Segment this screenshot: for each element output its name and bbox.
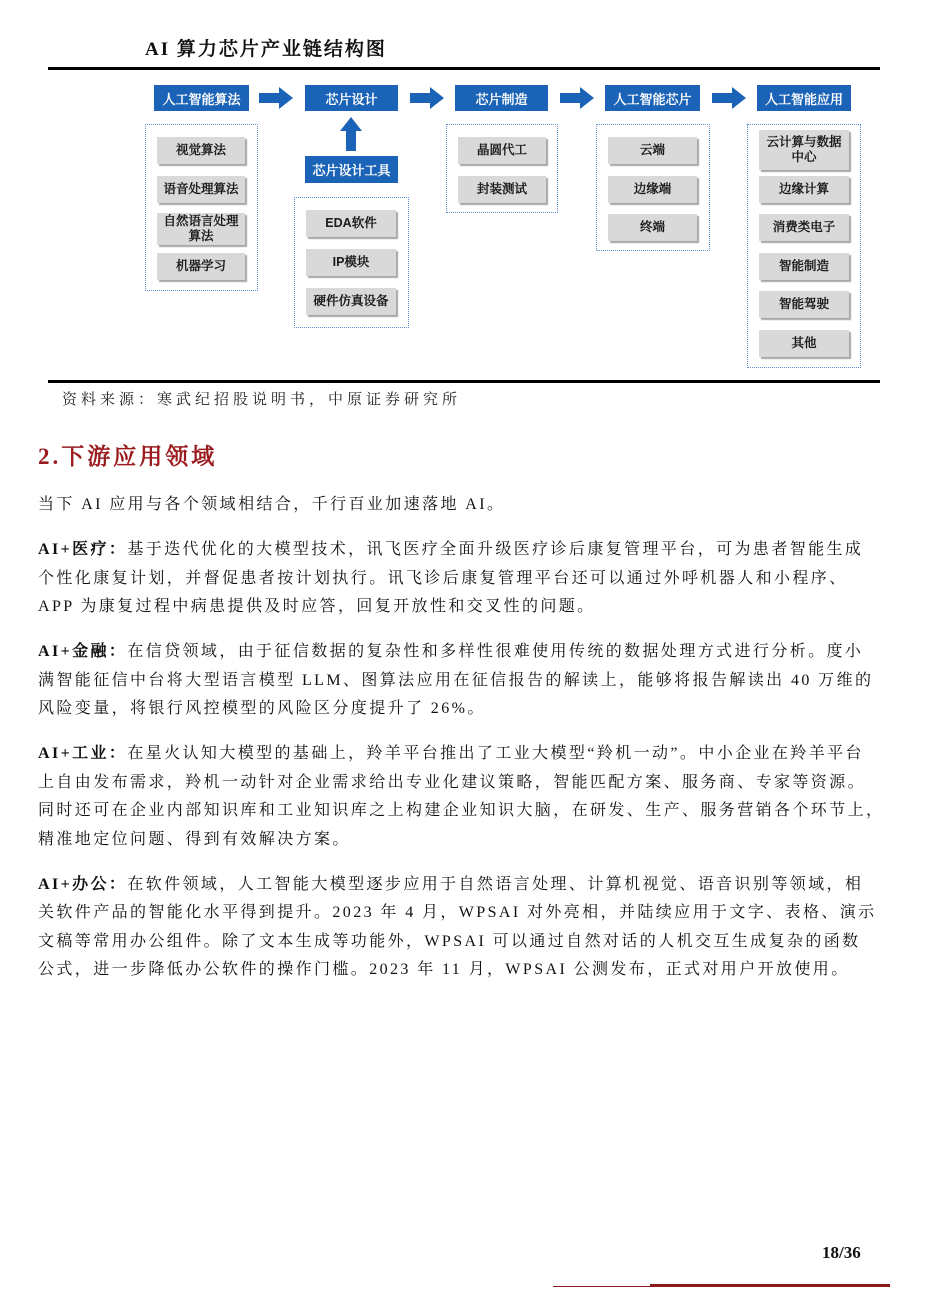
paragraph-label: AI+金融： bbox=[38, 643, 128, 660]
stage-item: 其他 bbox=[759, 330, 849, 357]
paragraph-line bbox=[38, 536, 928, 565]
stage-item: 消费类电子 bbox=[759, 214, 849, 241]
paragraph-text: 在信贷领域，由于征信数据的复杂性和多样性很难使用传统的数据处理方式进行分析。度小 bbox=[127, 643, 864, 660]
paragraph-line: 满智能征信中台将大型语言模型 LLM、图算法应用在征信报告的解读上，能够将报告解读出 40 万维的 bbox=[38, 671, 874, 689]
paragraph-ai-healthcare bbox=[38, 536, 928, 622]
stage-header-ai-algorithm: 人工智能算法 bbox=[154, 85, 249, 111]
paragraph-text: 在星火认知大模型的基础上，羚羊平台推出了工业大模型“羚机一动”。中小企业在羚羊平台 bbox=[127, 745, 864, 762]
right-arrow-icon bbox=[410, 86, 444, 110]
stage-item: 云计算与数据 中心 bbox=[759, 130, 849, 170]
diagram-bottom-rule bbox=[48, 380, 880, 383]
paragraph-line: 公式，进一步降低办公软件的操作门槛。2023 年 11 月，WPSAI 公测发布，正式对用户开放使用。 bbox=[38, 961, 850, 978]
stage-item: IP模块 bbox=[306, 249, 396, 276]
paragraph-ai-finance bbox=[38, 638, 928, 724]
stage-item: 边缘计算 bbox=[759, 176, 849, 203]
paragraph-line bbox=[38, 638, 928, 667]
paragraph-line: 当下 AI 应用与各个领域相结合，千行百业加速落地 AI。 bbox=[38, 496, 506, 513]
stage-item: 视觉算法 bbox=[157, 137, 245, 164]
section-heading: 2.下游应用领域 bbox=[38, 444, 218, 469]
stage-header-ai-chip: 人工智能芯片 bbox=[605, 85, 700, 111]
stage-item: 封装测试 bbox=[458, 176, 546, 203]
stage-item: 云端 bbox=[608, 137, 697, 164]
paragraph-label: AI+办公： bbox=[38, 875, 128, 893]
stage-header-ai-application: 人工智能应用 bbox=[757, 85, 851, 111]
stage-item: 智能驾驶 bbox=[759, 291, 849, 318]
paragraph-label: AI+医疗： bbox=[38, 541, 128, 558]
paragraph-line: APP 为康复过程中病患提供及时应答，回复开放性和交叉性的问题。 bbox=[38, 598, 596, 615]
stage-item: 晶圆代工 bbox=[458, 137, 546, 164]
stage-item: 机器学习 bbox=[157, 253, 245, 280]
paragraph-line: 上自由发布需求，羚机一动针对企业需求给出专业化建议策略，智能匹配方案、服务商、专家等资源。 bbox=[38, 773, 867, 791]
up-arrow-icon bbox=[339, 117, 363, 151]
stage-item: 智能制造 bbox=[759, 253, 849, 280]
stage-item: 边缘端 bbox=[608, 176, 697, 203]
right-arrow-icon bbox=[560, 86, 594, 110]
right-arrow-icon bbox=[259, 86, 293, 110]
paragraph-text: 基于迭代优化的大模型技术，讯飞医疗全面升级医疗诊后康复管理平台，可为患者智能生成 bbox=[127, 541, 864, 558]
paragraph-line: 精准地定位问题、得到有效解决方案。 bbox=[38, 830, 351, 848]
stage-header-chip-design: 芯片设计 bbox=[305, 85, 398, 111]
paragraph-text: 在软件领域，人工智能大模型逐步应用于自然语言处理、计算机视觉、语音识别等领域，相 bbox=[127, 875, 864, 893]
stage-item: EDA软件 bbox=[306, 210, 396, 237]
section-body bbox=[38, 491, 928, 1001]
paragraph-line: 个性化康复计划，并督促患者按计划执行。讯飞诊后康复管理平台还可以通过外呼机器人和小程序、 bbox=[38, 569, 848, 587]
stage-item: 语音处理算法 bbox=[157, 176, 245, 203]
stage-header-chip-manufacturing: 芯片制造 bbox=[455, 85, 548, 111]
diagram-source-note: 资料来源：寒武纪招股说明书，中原证券研究所 bbox=[62, 392, 462, 408]
paragraph-line: 同时还可在企业内部知识库和工业知识库之上构建企业知识大脑，在研发、生产、服务营销各个环节上， bbox=[38, 802, 885, 819]
paragraph-line bbox=[38, 740, 928, 769]
chip-design-tools-header: 芯片设计工具 bbox=[305, 156, 398, 183]
paragraph-line: 风险变量，将银行风控模型的风险区分度提升了 26%。 bbox=[38, 700, 486, 717]
paragraph-ai-office bbox=[38, 871, 928, 985]
paragraph-line bbox=[38, 871, 928, 900]
paragraph-label: AI+工业： bbox=[38, 745, 128, 762]
paragraph-intro bbox=[38, 491, 928, 520]
footer-rule-thick bbox=[650, 1284, 890, 1287]
paragraph-line: 文稿等常用办公组件。除了文本生成等功能外，WPSAI 可以通过自然对话的人机交互生成复杂的函数 bbox=[38, 932, 861, 950]
paragraph-ai-industry bbox=[38, 740, 928, 854]
stage-item: 硬件仿真设备 bbox=[306, 288, 396, 315]
right-arrow-icon bbox=[712, 86, 746, 110]
paragraph-line: 关软件产品的智能化水平得到提升。2023 年 4 月，WPSAI 对外亮相，并陆续应用于文字、表格、演示 bbox=[38, 904, 877, 921]
stage-item: 终端 bbox=[608, 214, 697, 241]
page-number: 18/36 bbox=[822, 1243, 861, 1262]
diagram-title: AI 算力芯片产业链结构图 bbox=[145, 39, 387, 60]
diagram-top-rule bbox=[48, 67, 880, 70]
stage-item: 自然语言处理 算法 bbox=[157, 213, 245, 245]
